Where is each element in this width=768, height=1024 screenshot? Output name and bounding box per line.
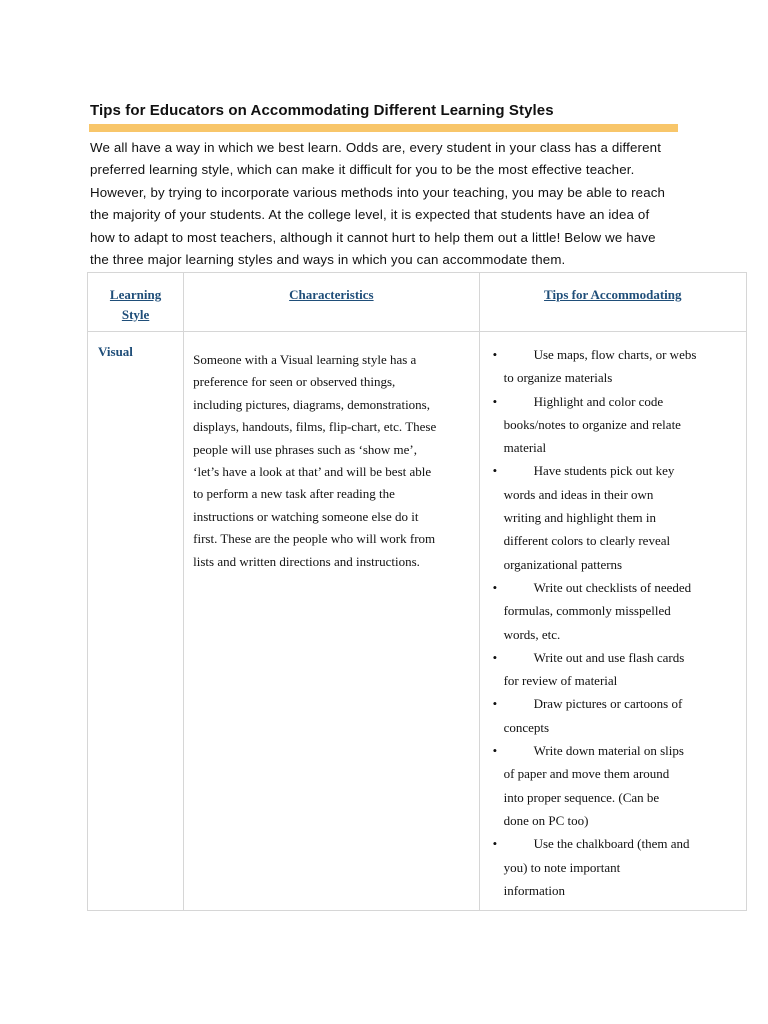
header-learning-style-line1: Learning: [109, 287, 162, 302]
style-cell: [88, 332, 184, 911]
tip-line: Use maps, flow charts, or webs: [533, 347, 697, 362]
tip-item: [480, 343, 746, 390]
header-learning-style-line2: Style: [121, 307, 150, 322]
intro-line: the majority of your students. At the college level, it is expected that students have an idea of: [90, 207, 650, 223]
characteristics-line: preference for seen or observed things,: [193, 374, 396, 390]
bullet-icon: •: [492, 393, 498, 409]
header-learning-style: [88, 273, 184, 332]
tip-line: words, etc.: [503, 626, 561, 642]
header-tips-label: Tips for Accommodating: [544, 287, 682, 302]
characteristics-line: including pictures, diagrams, demonstrations,: [193, 396, 430, 412]
intro-line: preferred learning style, which can make it difficult for you to be the most effective teacher.: [90, 162, 635, 178]
intro-line: the three major learning styles and ways in which you can accommodate them.: [90, 252, 566, 268]
characteristics-line: instructions or watching someone else do it: [193, 508, 419, 524]
characteristics-line: people will use phrases such as ‘show me’,: [193, 441, 417, 457]
bullet-icon: •: [492, 696, 498, 712]
tip-line: information: [503, 882, 565, 898]
tip-line: Write down material on slips: [533, 743, 684, 759]
learning-styles-table: [87, 272, 747, 911]
tip-line: of paper and move them around: [503, 766, 670, 782]
tip-line: Use the chalkboard (them and: [533, 836, 690, 852]
tip-item: [480, 692, 746, 739]
tip-item: [480, 832, 746, 902]
bullet-icon: •: [492, 743, 498, 759]
intro-line: how to adapt to most teachers, although it cannot hurt to help them out a little! Below we have: [90, 229, 656, 245]
tip-item: [480, 576, 746, 646]
characteristics-line: ‘let’s have a look at that’ and will be best able: [193, 464, 432, 480]
tip-line: words and ideas in their own: [503, 486, 654, 502]
header-characteristics: [184, 273, 479, 332]
bullet-icon: •: [492, 649, 498, 665]
tip-line: formulas, commonly misspelled: [503, 603, 671, 619]
intro-paragraph: [90, 137, 690, 271]
tip-line: Draw pictures or cartoons of: [533, 696, 683, 712]
style-name: Visual: [98, 344, 133, 359]
characteristics-line: Someone with a Visual learning style has a: [193, 352, 417, 367]
characteristics-line: first. These are the people who will work from: [193, 531, 436, 547]
table-row: [88, 332, 747, 911]
intro-line: However, by trying to incorporate various methods into your teaching, you may be able to reach: [90, 184, 666, 200]
bullet-icon: •: [492, 579, 498, 595]
bullet-icon: •: [492, 836, 498, 852]
tip-item: [480, 459, 746, 575]
document-title: Tips for Educators on Accommodating Different Learning Styles: [90, 102, 554, 119]
tip-line: writing and highlight them in: [503, 510, 656, 526]
tip-line: books/notes to organize and relate: [503, 416, 681, 432]
tip-line: to organize materials: [503, 370, 613, 386]
tips-cell: [479, 332, 746, 911]
tip-line: concepts: [503, 719, 550, 735]
tip-line: material: [503, 440, 547, 456]
header-tips: [479, 273, 746, 332]
tip-line: Have students pick out key: [533, 463, 675, 479]
table-header-row: [88, 273, 747, 332]
tip-item: [480, 390, 746, 460]
characteristics-line: displays, handouts, films, flip-chart, etc. These: [193, 419, 437, 435]
tip-line: Write out checklists of needed: [533, 579, 692, 595]
tip-line: organizational patterns: [503, 556, 623, 572]
characteristics-line: to perform a new task after reading the: [193, 486, 395, 502]
tip-item: [480, 739, 746, 832]
title-underline-bar: [89, 124, 678, 132]
tips-list: [480, 343, 746, 902]
bullet-icon: •: [492, 347, 498, 362]
characteristics-cell: [184, 332, 479, 911]
tip-item: [480, 646, 746, 693]
tip-line: into proper sequence. (Can be: [503, 789, 660, 805]
intro-line: We all have a way in which we best learn. Odds are, every student in your class has a different: [90, 140, 662, 155]
tip-line: you) to note important: [503, 859, 621, 875]
tip-line: done on PC too): [503, 812, 589, 828]
characteristics-line: lists and written directions and instructions.: [193, 553, 420, 569]
tip-line: for review of material: [503, 673, 618, 689]
tip-line: Highlight and color code: [533, 393, 664, 409]
bullet-icon: •: [492, 463, 498, 479]
header-characteristics-label: Characteristics: [289, 287, 374, 302]
tip-line: Write out and use flash cards: [533, 649, 685, 665]
tip-line: different colors to clearly reveal: [503, 533, 671, 549]
